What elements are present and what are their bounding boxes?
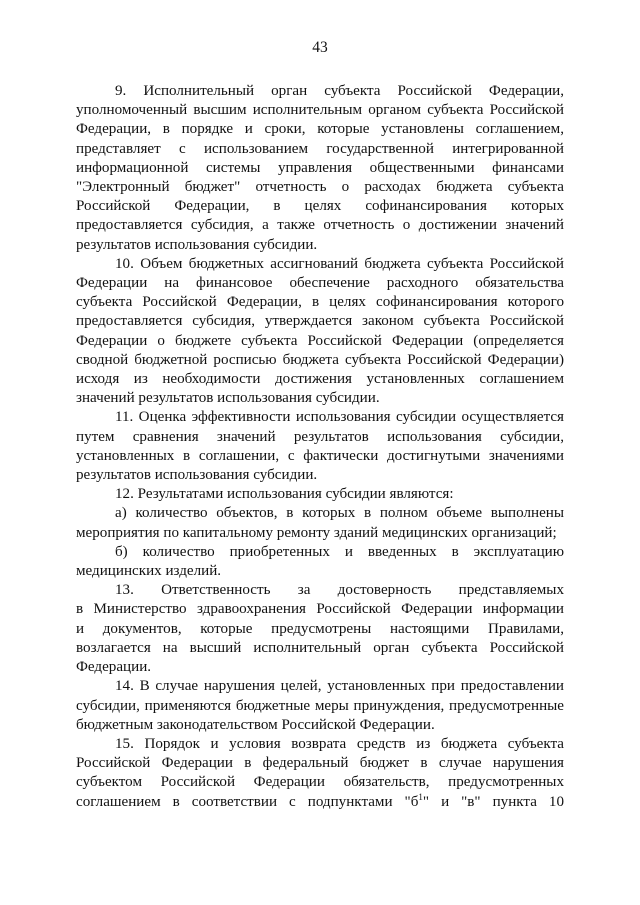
paragraph-line: в Министерство здравоохранения Российской Федерации информации xyxy=(76,601,564,618)
footnote-superscript: 1 xyxy=(418,791,423,802)
paragraph-p12b xyxy=(76,543,564,581)
paragraph-line: Федерации. xyxy=(76,659,152,676)
paragraph-line: 12. Результатами использования субсидии являются: xyxy=(115,486,454,503)
paragraph-p14 xyxy=(76,677,564,735)
paragraph-line: Федерации о бюджете субъекта Российской Федерации (определяется xyxy=(76,332,564,349)
paragraph-line: и документов, которые предусмотрены настоящими Правилами, xyxy=(76,620,564,637)
paragraph-line: мероприятия по капитальному ремонту зданий медицинских организаций; xyxy=(76,524,557,541)
paragraph-line: 10. Объем бюджетных ассигнований бюджета субъекта Российской xyxy=(115,255,564,272)
page-number: 43 xyxy=(312,39,328,56)
paragraph-line: Федерации на финансовое обеспечение расходного обязательства xyxy=(76,275,564,292)
paragraph-line: сводной бюджетной росписью бюджета субъекта Российской Федерации) xyxy=(76,351,564,368)
paragraph-line: результатов использования субсидии. xyxy=(76,236,318,253)
paragraph-line: соглашением в соответствии с подпунктами "$б^1$" и "в" пункта 10 xyxy=(76,791,565,810)
paragraph-line: предоставляется субсидия, утверждается законом субъекта Российской xyxy=(76,313,564,330)
paragraph-line: представляет с использованием государственной интегрированной xyxy=(76,140,564,157)
paragraph-line: установленных в соглашении, с фактически достигнутыми значениями xyxy=(76,447,564,464)
paragraph-line: б) количество приобретенных и введенных в эксплуатацию xyxy=(115,543,564,560)
paragraph-p9 xyxy=(76,82,564,255)
paragraph-line: путем сравнения значений результатов использования субсидии, xyxy=(76,428,564,445)
paragraph-line: медицинских изделий. xyxy=(76,563,222,580)
paragraph-line: Российской Федерации, в целях софинансирования которых xyxy=(76,198,564,215)
paragraph-p10 xyxy=(76,255,564,409)
paragraph-line: субъектом Российской Федерации обязательств, предусмотренных xyxy=(76,774,564,791)
paragraph-p11 xyxy=(76,408,564,485)
paragraph-line: 9. Исполнительный орган субъекта Российской Федерации, xyxy=(115,83,564,99)
paragraph-line: уполномоченный высшим исполнительным органом субъекта Российской xyxy=(76,102,564,119)
paragraph-line: 13. Ответственность за достоверность представляемых xyxy=(115,582,564,599)
paragraph-p13 xyxy=(76,581,564,677)
paragraph-line: 15. Порядок и условия возврата средств из бюджета субъекта xyxy=(115,735,564,752)
paragraph-line: 14. В случае нарушения целей, установленных при предоставлении xyxy=(115,678,564,695)
paragraph-line: субъекта Российской Федерации, в целях софинансирования которого xyxy=(76,294,564,311)
paragraph-p12a xyxy=(76,504,564,542)
paragraph-line: бюджетным законодательством Российской Федерации. xyxy=(76,716,435,733)
paragraph-line: результатов использования субсидии. xyxy=(76,467,318,484)
paragraph-line: исходя из необходимости достижения установленных соглашением xyxy=(76,371,564,388)
paragraph-line: возлагается на высший исполнительный орган субъекта Российской xyxy=(76,639,564,656)
paragraph-p12 xyxy=(76,485,564,504)
paragraph-line: Федерации, в порядке и сроки, которые установлены соглашением, xyxy=(76,121,564,138)
paragraph-p15 xyxy=(76,735,564,812)
paragraph-line: субсидии, применяются бюджетные меры принуждения, предусмотренные xyxy=(76,697,564,714)
paragraph-line: 11. Оценка эффективности использования субсидии осуществляется xyxy=(115,409,564,426)
paragraph-line: а) количество объектов, в которых в полном объеме выполнены xyxy=(115,505,564,522)
paragraph-line: "Электронный бюджет" отчетность о расходах бюджета субъекта xyxy=(76,179,564,196)
paragraph-line: информационной системы управления общественными финансами xyxy=(76,159,564,176)
paragraph-line: Российской Федерации в федеральный бюджет в случае нарушения xyxy=(76,755,564,772)
document-body xyxy=(76,82,564,812)
paragraph-line: значений результатов использования субсидии. xyxy=(76,390,380,407)
paragraph-line: предоставляется субсидия, а также отчетность о достижении значений xyxy=(76,217,564,234)
